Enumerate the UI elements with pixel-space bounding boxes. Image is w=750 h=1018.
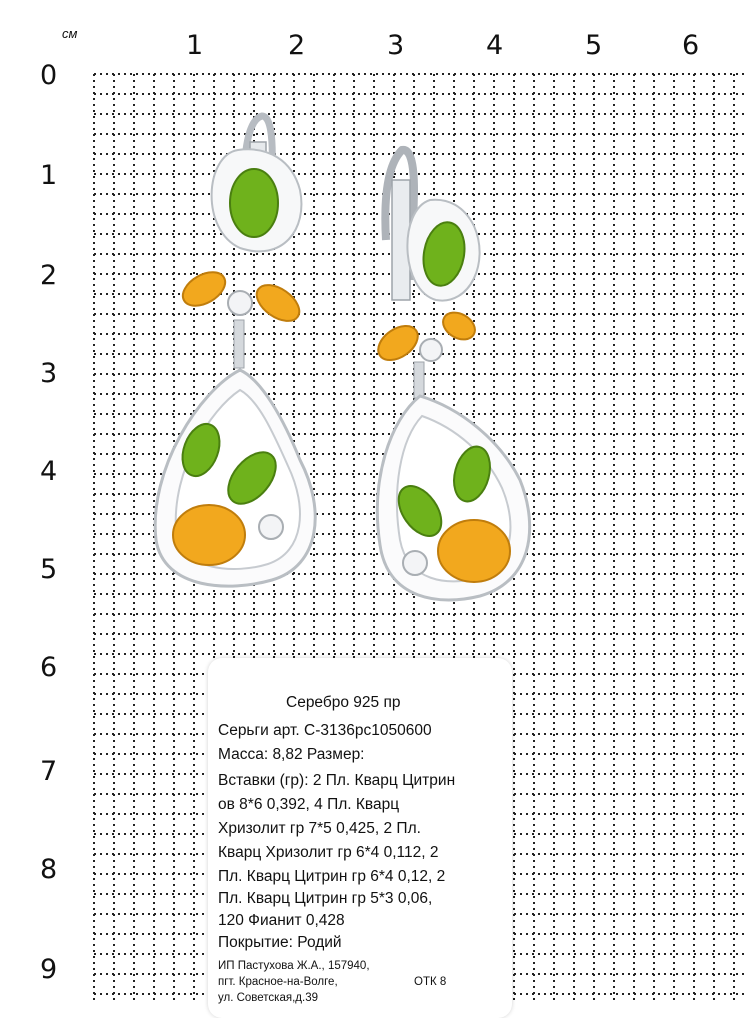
tag-title: Серебро 925 пр bbox=[286, 694, 401, 711]
maker-line: пгт. Красное-на-Волге, bbox=[218, 976, 338, 988]
x-tick-1: 1 bbox=[186, 30, 204, 61]
maker-line: ул. Советская,д.39 bbox=[218, 992, 318, 1004]
y-tick-2: 2 bbox=[40, 260, 58, 291]
y-tick-6: 6 bbox=[40, 652, 58, 683]
tag-line: Покрытие: Родий bbox=[218, 934, 342, 951]
tag-line: Вставки (гр): 2 Пл. Кварц Цитрин bbox=[218, 772, 456, 789]
x-tick-2: 2 bbox=[288, 30, 306, 61]
y-tick-3: 3 bbox=[40, 358, 58, 389]
tag-line: Серьги арт. С-3136рс1050600 bbox=[218, 722, 432, 739]
y-tick-9: 9 bbox=[40, 954, 58, 985]
tag-line: Пл. Кварц Цитрин гр 5*3 0,06, bbox=[218, 890, 433, 907]
x-tick-6: 6 bbox=[682, 30, 700, 61]
x-tick-5: 5 bbox=[585, 30, 603, 61]
qc-stamp: ОТК 8 bbox=[414, 976, 447, 988]
unit-label: см bbox=[62, 26, 78, 41]
x-tick-3: 3 bbox=[387, 30, 405, 61]
y-tick-1: 1 bbox=[40, 160, 58, 191]
y-tick-0: 0 bbox=[40, 60, 58, 91]
x-tick-4: 4 bbox=[486, 30, 504, 61]
tag-line: Хризолит гр 7*5 0,425, 2 Пл. bbox=[218, 820, 421, 837]
y-tick-7: 7 bbox=[40, 756, 58, 787]
y-tick-8: 8 bbox=[40, 854, 58, 885]
tag-line: ов 8*6 0,392, 4 Пл. Кварц bbox=[218, 796, 400, 813]
product-tag bbox=[208, 658, 512, 1018]
y-tick-5: 5 bbox=[40, 554, 58, 585]
y-tick-4: 4 bbox=[40, 456, 58, 487]
tag-line: Масса: 8,82 Размер: bbox=[218, 746, 365, 763]
tag-line: 120 Фианит 0,428 bbox=[218, 912, 345, 929]
tag-line: Кварц Хризолит гр 6*4 0,112, 2 bbox=[218, 844, 439, 861]
maker-line: ИП Пастухова Ж.А., 157940, bbox=[218, 960, 370, 972]
tag-line: Пл. Кварц Цитрин гр 6*4 0,12, 2 bbox=[218, 868, 446, 885]
